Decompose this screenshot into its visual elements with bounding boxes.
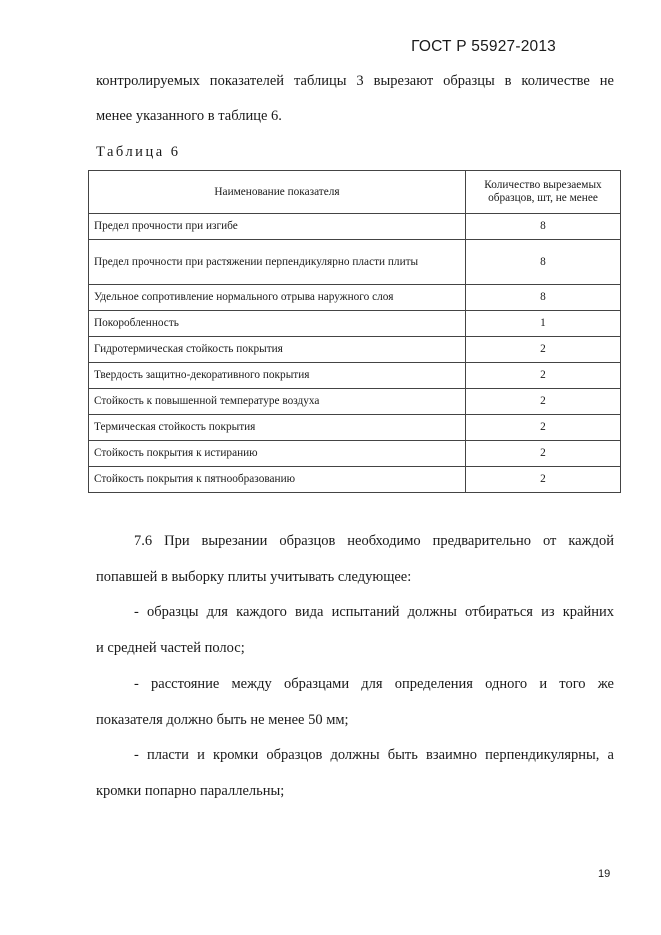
table-header-row xyxy=(89,171,621,214)
table-row xyxy=(89,441,621,467)
row-sample-count: 8 xyxy=(466,240,621,285)
row-indicator-name: Стойкость покрытия к пятнообразованию xyxy=(89,467,466,493)
section-7-6-line-1 xyxy=(96,532,614,550)
page-number: 19 xyxy=(598,868,611,880)
table-caption: Таблица 6 xyxy=(96,144,181,160)
row-sample-count: 2 xyxy=(466,441,621,467)
bullet-1-line-2: и средней частей полос; xyxy=(96,640,245,656)
row-indicator-name: Предел прочности при изгибе xyxy=(89,214,466,240)
row-indicator-name: Твердость защитно-декоративного покрытия xyxy=(89,363,466,389)
header-sample-count: Количество вырезаемых образцов, шт, не менее xyxy=(466,171,621,214)
table-row xyxy=(89,415,621,441)
table-row xyxy=(89,337,621,363)
table-row xyxy=(89,214,621,240)
row-sample-count: 2 xyxy=(466,363,621,389)
section-7-6-text: 7.6 При вырезании образцов необходимо предварительно от каждой xyxy=(134,533,614,549)
row-indicator-name: Предел прочности при растяжении перпендикулярно пласти плиты xyxy=(89,240,466,285)
table-row xyxy=(89,311,621,337)
row-indicator-name: Гидротермическая стойкость покрытия xyxy=(89,337,466,363)
bullet-2-line-2: показателя должно быть не менее 50 мм; xyxy=(96,712,349,728)
table-row xyxy=(89,363,621,389)
row-sample-count: 2 xyxy=(466,389,621,415)
table-row xyxy=(89,240,621,285)
table-row xyxy=(89,285,621,311)
samples-table xyxy=(88,170,621,493)
row-sample-count: 1 xyxy=(466,311,621,337)
bullet-3-line-2: кромки попарно параллельны; xyxy=(96,783,285,799)
standard-code: ГОСТ Р 55927-2013 xyxy=(411,38,556,55)
bullet-2-line-1: - расстояние между образцами для определения одного и того же xyxy=(134,676,614,692)
header-indicator-name: Наименование показателя xyxy=(89,171,466,214)
table-row xyxy=(89,467,621,493)
row-indicator-name: Стойкость покрытия к истиранию xyxy=(89,441,466,467)
intro-line-2: менее указанного в таблице 6. xyxy=(96,108,282,124)
row-sample-count: 2 xyxy=(466,415,621,441)
row-indicator-name: Удельное сопротивление нормального отрыва наружного слоя xyxy=(89,285,466,311)
row-indicator-name: Покоробленность xyxy=(89,311,466,337)
row-indicator-name: Стойкость к повышенной температуре воздуха xyxy=(89,389,466,415)
section-7-6-line-2: попавшей в выборку плиты учитывать следующее: xyxy=(96,569,412,585)
intro-line-1: контролируемых показателей таблицы 3 вырезают образцы в количестве не xyxy=(96,73,614,89)
bullet-3-line-1: - пласти и кромки образцов должны быть взаимно перпендикулярны, а xyxy=(134,747,614,763)
row-indicator-name: Термическая стойкость покрытия xyxy=(89,415,466,441)
table-row xyxy=(89,389,621,415)
bullet-1-line-1: - образцы для каждого вида испытаний должны отбираться из крайних xyxy=(134,604,614,620)
row-sample-count: 8 xyxy=(466,285,621,311)
row-sample-count: 8 xyxy=(466,214,621,240)
row-sample-count: 2 xyxy=(466,467,621,493)
row-sample-count: 2 xyxy=(466,337,621,363)
